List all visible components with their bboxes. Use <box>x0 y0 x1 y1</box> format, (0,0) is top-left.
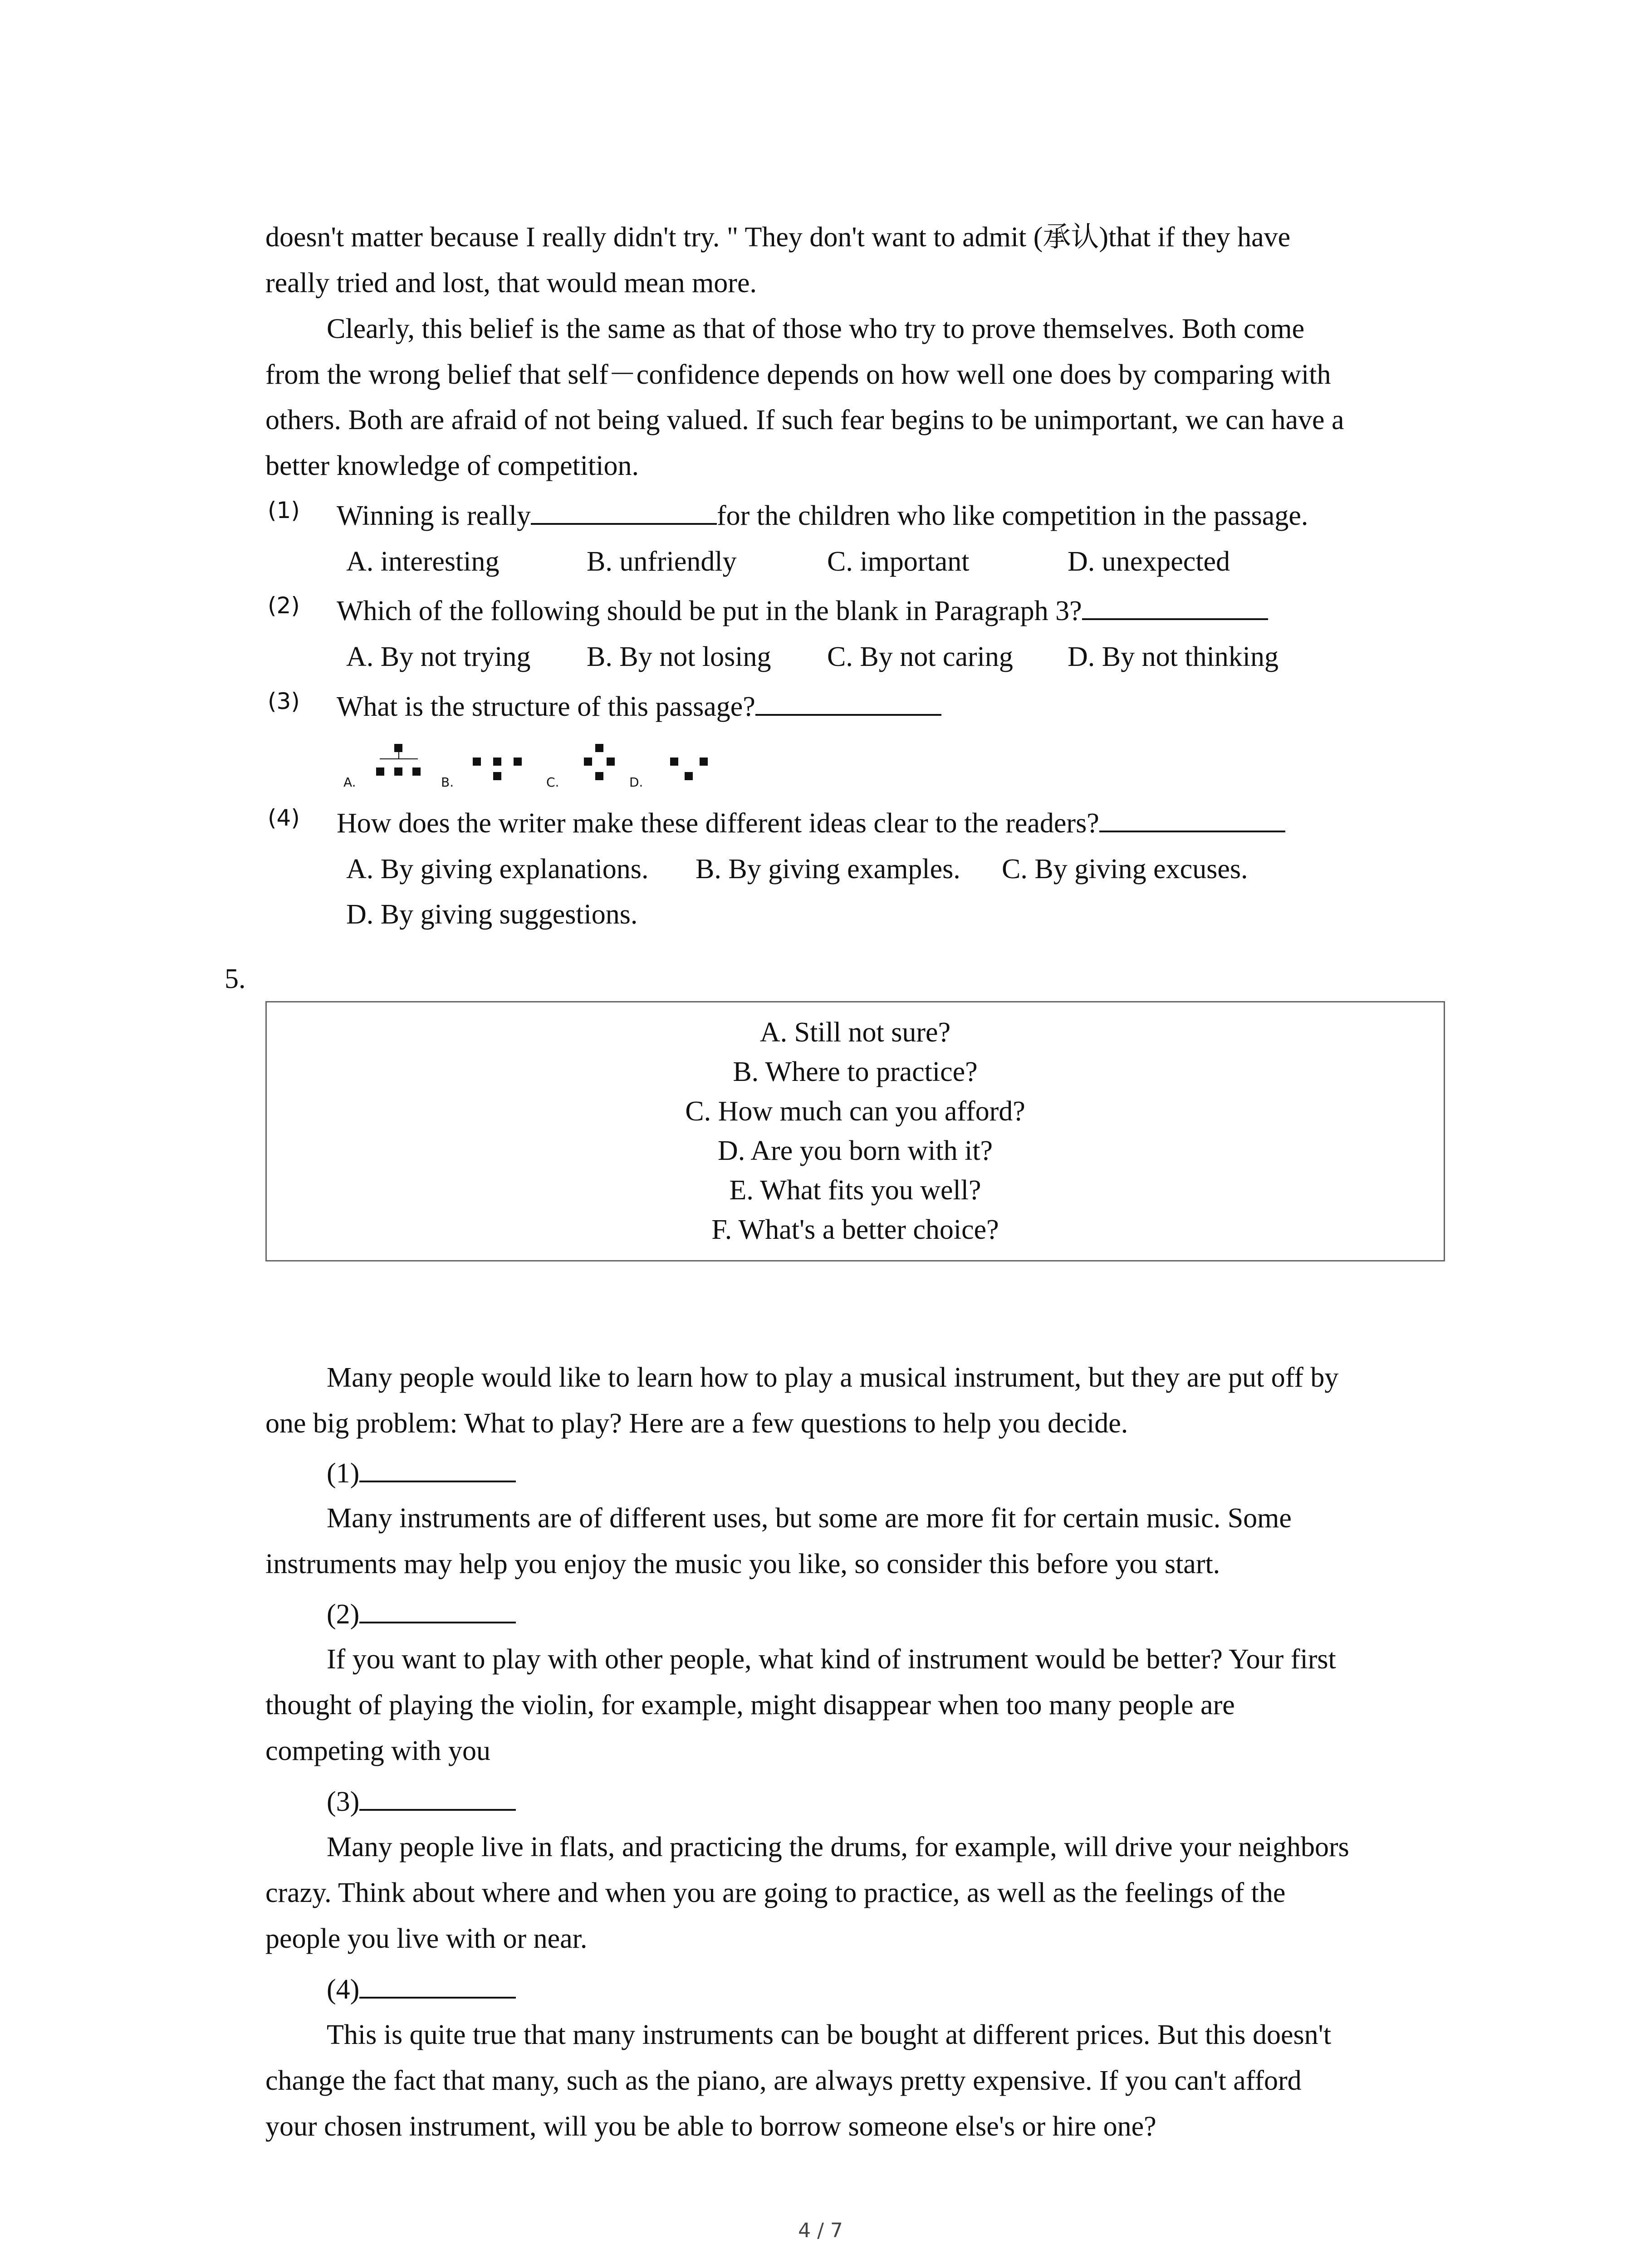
answer-blank[interactable] <box>359 1971 516 1999</box>
passage-line: your chosen instrument, will you be able to borrow someone else's or hire one? <box>265 2111 1156 2142</box>
passage-line: competing with you <box>265 1735 490 1766</box>
structure-diagram-options <box>337 735 745 794</box>
passage-line: Clearly, this belief is the same as that of those who try to prove themselves. Both come <box>327 313 1305 344</box>
question-number: (3) <box>268 688 300 714</box>
passage-line: This is quite true that many instruments can be bought at different prices. But this doesn't <box>327 2019 1332 2050</box>
passage-line: Many people would like to learn how to play a musical instrument, but they are put off by <box>327 1362 1339 1393</box>
option[interactable]: D. By not thinking <box>1068 641 1279 672</box>
passage-line: better knowledge of competition. <box>265 450 639 481</box>
option[interactable]: C. By giving excuses. <box>1002 854 1248 885</box>
box-option[interactable]: B. Where to practice? <box>733 1056 978 1087</box>
structure-node <box>394 744 402 752</box>
structure-connector <box>398 752 399 758</box>
item-number: 5. <box>225 963 246 994</box>
answer-blank[interactable] <box>1099 805 1285 832</box>
options-row <box>346 543 1535 580</box>
structure-node <box>493 758 501 766</box>
passage-line: If you want to play with other people, what kind of instrument would be better? Your first <box>327 1644 1336 1675</box>
structure-node <box>412 767 421 776</box>
answer-blank[interactable] <box>755 689 941 716</box>
question-stem-text: What is the structure of this passage? <box>337 691 755 722</box>
question-stem-text: Winning is really <box>337 500 531 531</box>
structure-node <box>607 758 615 766</box>
option[interactable]: C. important <box>827 546 970 577</box>
options-row <box>346 639 1535 675</box>
answer-blank[interactable] <box>359 1784 516 1811</box>
passage-line: thought of playing the violin, for example, might disappear when too many people are <box>265 1690 1235 1721</box>
options-box <box>265 1001 1445 1261</box>
box-option[interactable]: F. What's a better choice? <box>711 1214 999 1245</box>
question-stem-text: for the children who like competition in the passage. <box>716 500 1308 531</box>
structure-node <box>595 744 603 752</box>
structure-option-label[interactable]: D. <box>629 775 643 790</box>
box-option[interactable]: A. Still not sure? <box>759 1017 951 1048</box>
answer-blank[interactable] <box>1082 593 1268 620</box>
page-number: 4 / 7 <box>798 2219 843 2242</box>
answer-blank[interactable] <box>359 1596 516 1623</box>
question-number: (4) <box>268 805 300 831</box>
answer-blank[interactable] <box>531 498 717 525</box>
option[interactable]: B. unfriendly <box>587 546 737 577</box>
option[interactable]: A. By giving explanations. <box>346 854 649 885</box>
option[interactable]: D. unexpected <box>1068 546 1230 577</box>
option[interactable]: B. By not losing <box>587 641 771 672</box>
structure-node <box>493 772 501 780</box>
question-stem <box>337 498 1525 534</box>
option[interactable]: A. interesting <box>346 546 500 577</box>
options-row <box>346 851 1535 887</box>
box-option[interactable]: E. What fits you well? <box>729 1175 981 1206</box>
blank-heading <box>327 1784 1515 1820</box>
blank-number: (1) <box>327 1458 360 1489</box>
structure-node <box>514 758 522 766</box>
question-stem-text: Which of the following should be put in the blank in Paragraph 3? <box>337 596 1082 626</box>
answer-blank[interactable] <box>359 1455 516 1482</box>
structure-node <box>376 767 384 776</box>
option[interactable]: C. By not caring <box>827 641 1013 672</box>
structure-option-label[interactable]: B. <box>441 775 454 790</box>
passage-line: crazy. Think about where and when you are going to practice, as well as the feelings of the <box>265 1877 1286 1908</box>
question-stem <box>337 689 1525 725</box>
structure-node <box>685 772 693 780</box>
option[interactable]: A. By not trying <box>346 641 531 672</box>
blank-number: (4) <box>327 1974 360 2005</box>
structure-node <box>584 758 592 766</box>
structure-node <box>670 758 678 766</box>
blank-number: (2) <box>327 1599 360 1630</box>
structure-connector <box>380 758 418 759</box>
passage-line: one big problem: What to play? Here are a few questions to help you decide. <box>265 1408 1128 1439</box>
question-stem <box>337 805 1525 841</box>
question-number: (1) <box>268 497 300 523</box>
option[interactable]: D. By giving suggestions. <box>346 899 638 930</box>
passage-line: from the wrong belief that self－confidence depends on how well one does by comparing with <box>265 359 1331 390</box>
blank-heading <box>327 1455 1515 1491</box>
structure-option-label[interactable]: C. <box>546 775 559 790</box>
structure-node <box>700 758 708 766</box>
question-number: (2) <box>268 592 300 619</box>
passage-line: Many people live in flats, and practicing the drums, for example, will drive your neighbors <box>327 1832 1349 1862</box>
structure-node <box>595 772 603 780</box>
passage-line: doesn't matter because I really didn't try. " They don't want to admit (承认)that if they have <box>265 222 1291 253</box>
box-option[interactable]: C. How much can you afford? <box>685 1096 1025 1127</box>
passage-line: really tried and lost, that would mean more. <box>265 268 757 298</box>
box-option[interactable]: D. Are you born with it? <box>717 1135 993 1166</box>
passage-line: Many instruments are of different uses, but some are more fit for certain music. Some <box>327 1503 1292 1534</box>
blank-heading <box>327 1596 1515 1633</box>
structure-option-label[interactable]: A. <box>343 775 356 790</box>
question-stem <box>337 593 1525 629</box>
passage-line: instruments may help you enjoy the music you like, so consider this before you start. <box>265 1549 1220 1579</box>
blank-number: (3) <box>327 1786 360 1817</box>
passage-line: others. Both are afraid of not being valued. If such fear begins to be unimportant, we can have a <box>265 405 1344 435</box>
option[interactable]: B. By giving examples. <box>696 854 960 885</box>
structure-node <box>473 758 481 766</box>
structure-node <box>394 767 402 776</box>
question-stem-text: How does the writer make these different ideas clear to the readers? <box>337 808 1099 839</box>
passage-line: change the fact that many, such as the piano, are always pretty expensive. If you can't afford <box>265 2065 1302 2096</box>
blank-heading <box>327 1971 1515 2008</box>
passage-line: people you live with or near. <box>265 1923 588 1954</box>
